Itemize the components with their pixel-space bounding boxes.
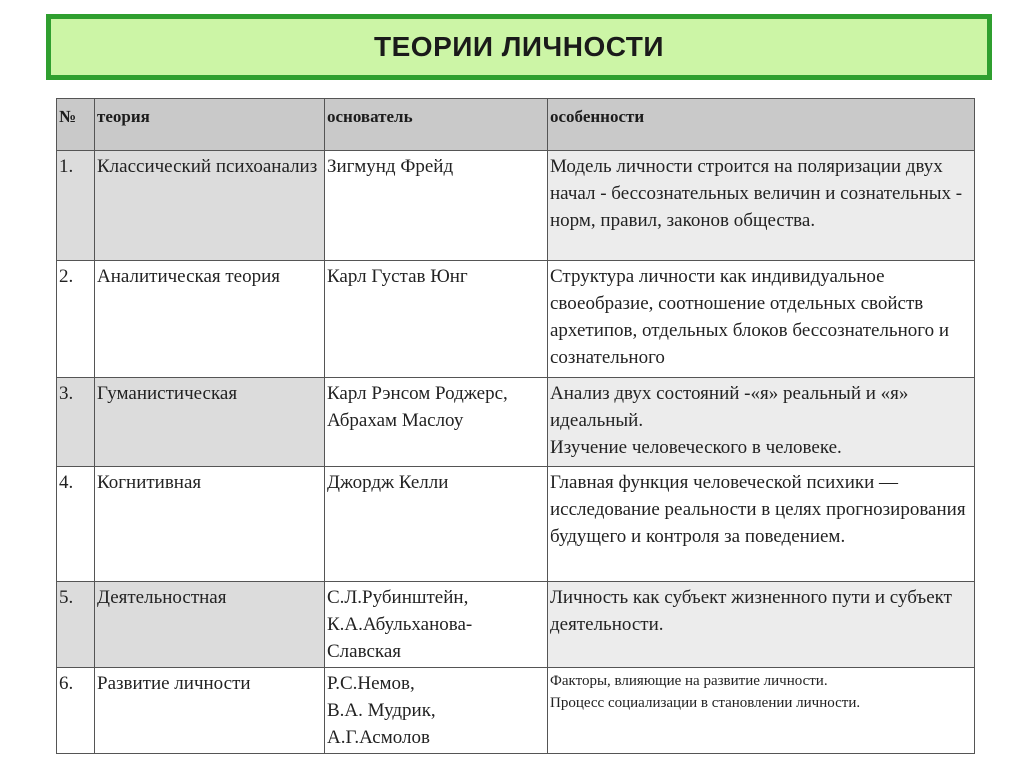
founder-name: С.Л.Рубинштейн, — [327, 587, 469, 608]
feature-text: Модель личности строится на поляризации двух начал - бессознательных величин и сознательных - норм, правил, законов общества. — [550, 156, 963, 231]
row-features — [548, 378, 975, 467]
row-num: 2. — [57, 261, 95, 378]
table-header-row — [57, 99, 975, 151]
header-features: особенности — [548, 99, 975, 151]
row-theory: Развитие личности — [95, 668, 325, 754]
table-row — [57, 378, 975, 467]
row-features — [548, 151, 975, 261]
feature-text: Факторы, влияющие на развитие личности. — [550, 673, 828, 689]
row-num: 4. — [57, 467, 95, 582]
table-row — [57, 467, 975, 582]
row-founder — [325, 378, 548, 467]
feature-text: Процесс социализации в становлении личности. — [550, 695, 861, 711]
header-num: № — [57, 99, 95, 151]
row-theory: Аналитическая теория — [95, 261, 325, 378]
row-features — [548, 467, 975, 582]
table-row — [57, 582, 975, 668]
feature-text: Структура личности как индивидуальное своеобразие, соотношение отдельных свойств архетипов, отдельных блоков бессознательного и сознательного — [550, 266, 949, 368]
founder-name: Джордж Келли — [327, 472, 449, 493]
founder-name: Р.С.Немов, — [327, 673, 415, 694]
founder-name: А.Г.Асмолов — [327, 727, 430, 748]
table-row — [57, 151, 975, 261]
row-num: 5. — [57, 582, 95, 668]
founder-name: Карл Рэнсом Роджерс, — [327, 383, 508, 404]
row-theory: Гуманистическая — [95, 378, 325, 467]
row-num: 3. — [57, 378, 95, 467]
row-founder — [325, 467, 548, 582]
row-founder — [325, 261, 548, 378]
feature-text: Анализ двух состояний -«я» реальный и «я» идеальный. — [550, 383, 909, 431]
theories-table — [56, 98, 975, 754]
row-theory: Когнитивная — [95, 467, 325, 582]
title-banner — [46, 14, 992, 80]
row-features — [548, 668, 975, 754]
row-founder — [325, 668, 548, 754]
row-features — [548, 582, 975, 668]
feature-text: Изучение человеческого в человеке. — [550, 437, 842, 458]
row-theory: Классический психоанализ — [95, 151, 325, 261]
row-features — [548, 261, 975, 378]
founder-name: К.А.Абульханова-Славская — [327, 614, 473, 662]
row-founder — [325, 151, 548, 261]
feature-text: Личность как субъект жизненного пути и субъект деятельности. — [550, 587, 952, 635]
feature-text: Главная функция человеческой психики — исследование реальности в целях прогнозирования будущего и контроля за поведением. — [550, 472, 966, 547]
founder-name: Карл Густав Юнг — [327, 266, 468, 287]
row-num: 6. — [57, 668, 95, 754]
table-row — [57, 668, 975, 754]
founder-name: В.А. Мудрик, — [327, 700, 436, 721]
row-theory: Деятельностная — [95, 582, 325, 668]
header-founder: основатель — [325, 99, 548, 151]
header-theory: теория — [95, 99, 325, 151]
founder-name: Абрахам Маслоу — [327, 410, 464, 431]
page-title: ТЕОРИИ ЛИЧНОСТИ — [374, 31, 664, 62]
row-founder — [325, 582, 548, 668]
row-num: 1. — [57, 151, 95, 261]
founder-name: Зигмунд Фрейд — [327, 156, 454, 177]
table-row — [57, 261, 975, 378]
